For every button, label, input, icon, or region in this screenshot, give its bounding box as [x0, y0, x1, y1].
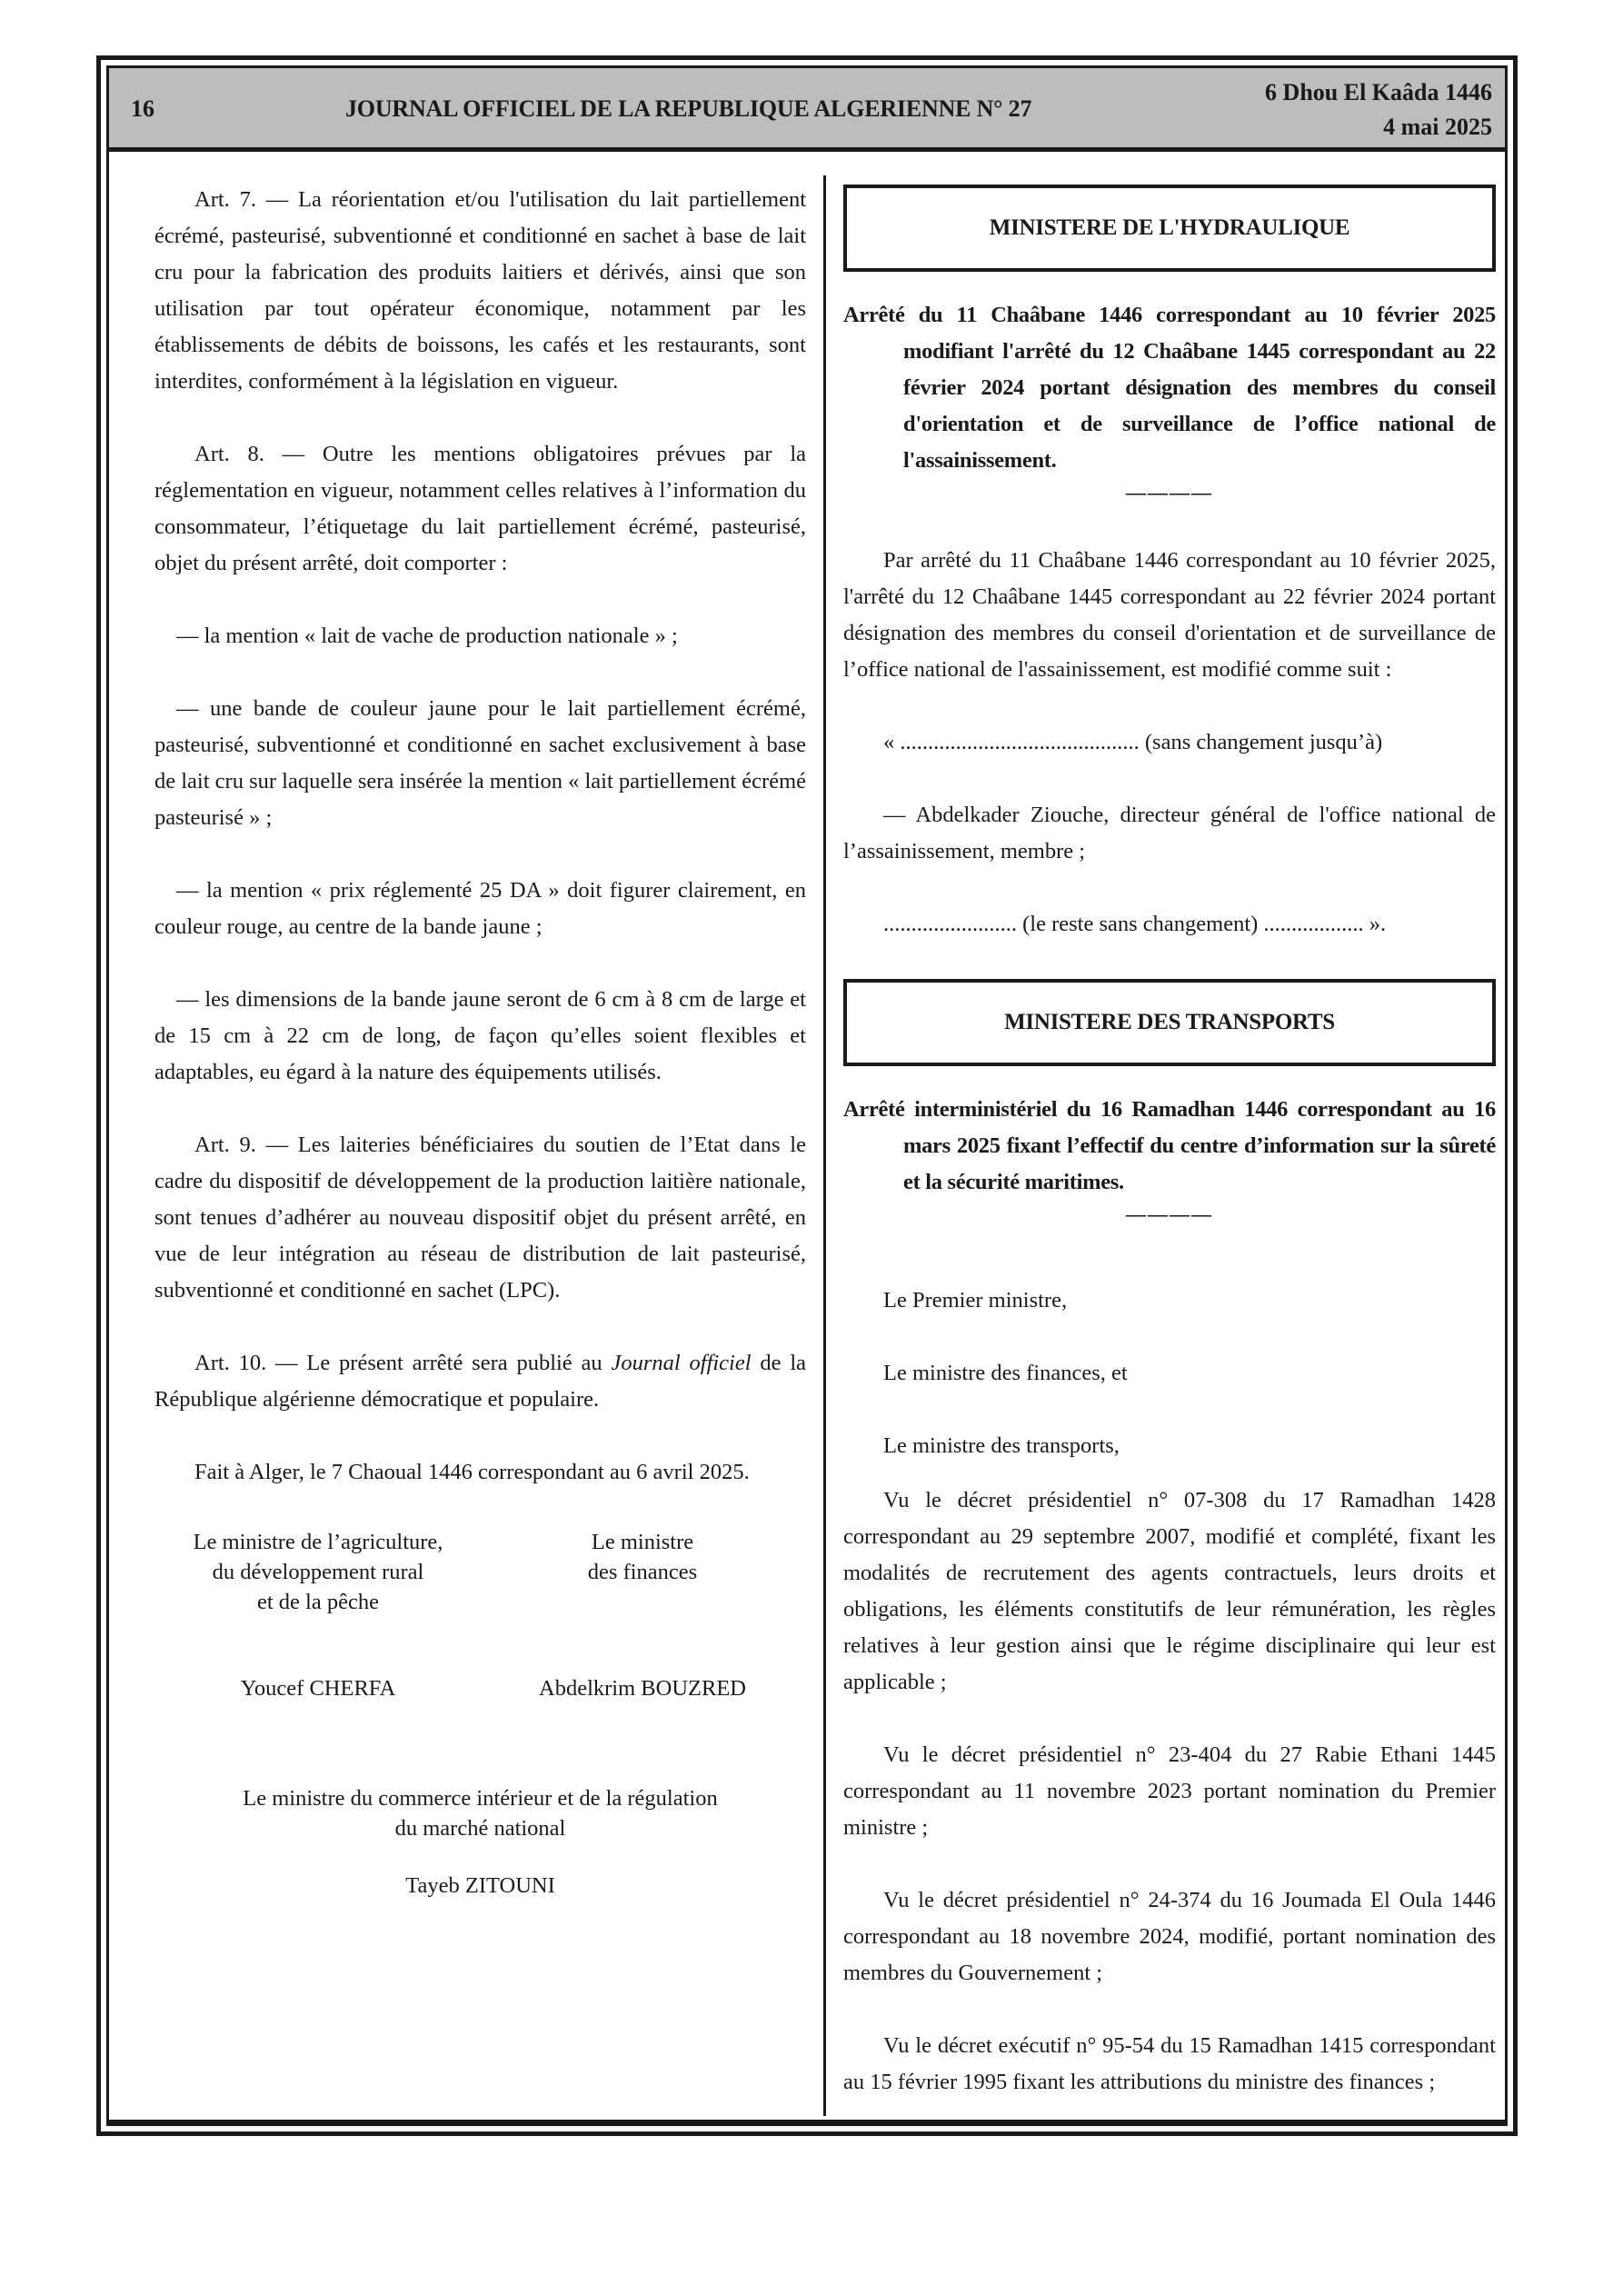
article-8-item: — la mention « prix réglementé 25 DA » doit figurer clairement, en couleur rouge, au centre de la bande jaune ;	[154, 878, 806, 939]
article-10	[154, 1345, 806, 1418]
journal-officiel-italic: Journal officiel	[611, 1351, 752, 1375]
page-frame	[96, 55, 1518, 2136]
journal-header	[109, 68, 1505, 152]
agriculture-minister-title	[154, 1527, 482, 1617]
right-column	[843, 185, 1496, 2137]
title-line: des finances	[587, 1560, 698, 1584]
separator-dashes: ————	[1126, 481, 1213, 504]
decree-1-rest-unchanged: ........................ (le reste sans changement) .................. ».	[883, 912, 1387, 936]
title-line: du marché national	[394, 1816, 566, 1841]
preamble-line: Le ministre des transports,	[883, 1433, 1120, 1458]
visa-clause: Vu le décret présidentiel n° 07-308 du 17 Ramadhan 1428 correspondant au 29 septembre 2007, modifié et complété, fixant les modalités de recrutement des agents contractuels, leurs droits et obligations, les éléments constitutifs de leur rémunération, les règles relatives à leur gestion ainsi que le régime disciplinaire qui leur est applicable ;	[843, 1488, 1496, 1694]
preamble-line: Le Premier ministre,	[883, 1288, 1068, 1313]
agriculture-minister-name: Youcef CHERFA	[240, 1676, 396, 1701]
title-line: Le ministre du commerce intérieur et de la régulation	[243, 1786, 718, 1811]
decree-1-heading: Arrêté du 11 Chaâbane 1446 correspondant au 10 février 2025 modifiant l'arrêté du 12 Chaâbane 1445 correspondant au 22 février 2024 portant désignation des membres du conseil d'orientation et de surveillance de l’office national de l'assainissement.	[843, 303, 1496, 473]
ministry-hydraulique-box: MINISTERE DE L'HYDRAULIQUE	[843, 185, 1496, 272]
title-line: et de la pêche	[257, 1590, 379, 1614]
decree-2-heading: Arrêté interministériel du 16 Ramadhan 1446 correspondant au 16 mars 2025 fixant l’effectif du centre d’information sur la sûreté et la sécurité maritimes.	[843, 1097, 1496, 1194]
hijri-date: 6 Dhou El Kaâda 1446	[1265, 79, 1492, 105]
article-10-prefix: Art. 10. — Le présent arrêté sera publié au	[194, 1351, 612, 1375]
article-8: Art. 8. — Outre les mentions obligatoires prévues par la réglementation en vigueur, notamment celles relatives à l’information du consommateur, l’étiquetage du lait partiellement écrémé, pasteurisé, objet du présent arrêté, doit comporter :	[154, 442, 806, 575]
decree-1-body: Par arrêté du 11 Chaâbane 1446 correspondant au 10 février 2025, l'arrêté du 12 Chaâbane 1445 correspondant au 22 février 2024 portant désignation des membres du conseil d'orientation et de surveillance de l’office national de l'assainissement, est modifié comme suit :	[843, 548, 1496, 682]
page-inner-frame	[106, 65, 1508, 2126]
finance-minister-title	[506, 1527, 779, 1617]
page-number: 16	[131, 95, 154, 122]
article-8-item: — les dimensions de la bande jaune seront de 6 cm à 8 cm de large et de 15 cm à 22 cm de long, de façon qu’elles soient flexibles et adaptables, eu égard à la nature des équipements utilisés.	[154, 987, 806, 1084]
signature-names	[154, 1673, 806, 1703]
finance-minister-name: Abdelkrim BOUZRED	[539, 1676, 746, 1701]
title-line: Le ministre de l’agriculture,	[193, 1530, 443, 1554]
gregorian-date: 4 mai 2025	[1383, 114, 1492, 140]
ministry-transports-box: MINISTERE DES TRANSPORTS	[843, 979, 1496, 1066]
title-line: du développement rural	[212, 1560, 424, 1584]
commerce-minister-title	[154, 1783, 806, 1843]
title-line: Le ministre	[591, 1530, 694, 1554]
done-at-statement: Fait à Alger, le 7 Chaoual 1446 correspondant au 6 avril 2025.	[194, 1460, 750, 1484]
column-divider	[823, 175, 826, 2116]
article-10-suffix: de la République algérienne démocratique et populaire.	[154, 1351, 806, 1412]
left-column	[154, 182, 806, 1901]
decree-1-member: — Abdelkader Ziouche, directeur général de l'office national de l’assainissement, membre ;	[843, 803, 1496, 863]
signature-titles	[154, 1527, 806, 1617]
separator-dashes: ————	[1126, 1203, 1213, 1225]
issue-date	[1265, 75, 1492, 145]
visa-clause: Vu le décret présidentiel n° 23-404 du 27 Rabie Ethani 1445 correspondant au 11 novembre 2023 portant nomination du Premier ministre ;	[843, 1742, 1496, 1840]
visa-clause: Vu le décret présidentiel n° 24-374 du 16 Joumada El Oula 1446 correspondant au 18 novembre 2024, modifié, portant nomination des membres du Gouvernement ;	[843, 1888, 1496, 1985]
article-8-item: — une bande de couleur jaune pour le lait partiellement écrémé, pasteurisé, subventionné et conditionné en sachet exclusivement à base de lait cru sur laquelle sera insérée la mention « lait partiellement écrémé pasteurisé » ;	[154, 696, 806, 830]
journal-title: JOURNAL OFFICIEL DE LA REPUBLIQUE ALGERIENNE N° 27	[345, 95, 1032, 122]
decree-1-unchanged-until: « ........................................... (sans changement jusqu’à)	[883, 730, 1383, 754]
preamble-line: Le ministre des finances, et	[883, 1361, 1128, 1385]
article-9: Art. 9. — Les laiteries bénéficiaires du soutien de l’Etat dans le cadre du dispositif de développement de la production laitière nationale, sont tenues d’adhérer au nouveau dispositif objet du présent arrêté, en vue de leur intégration au réseau de distribution de lait pasteurisé, subventionné et conditionné en sachet (LPC).	[154, 1133, 806, 1303]
article-8-item: — la mention « lait de vache de production nationale » ;	[176, 624, 678, 648]
article-7: Art. 7. — La réorientation et/ou l'utilisation du lait partiellement écrémé, pasteurisé, subventionné et conditionné en sachet à base de lait cru pour la fabrication des produits laitiers et dérivés, ainsi que son utilisation par tout opérateur économique, notamment par les établissements de débits de boissons, les cafés et les restaurants, sont interdites, conformément à la législation en vigueur.	[154, 187, 806, 394]
commerce-minister-name: Tayeb ZITOUNI	[405, 1873, 555, 1898]
visa-clause: Vu le décret exécutif n° 95-54 du 15 Ramadhan 1415 correspondant au 15 février 1995 fixant les attributions du ministre des finances ;	[843, 2033, 1496, 2094]
